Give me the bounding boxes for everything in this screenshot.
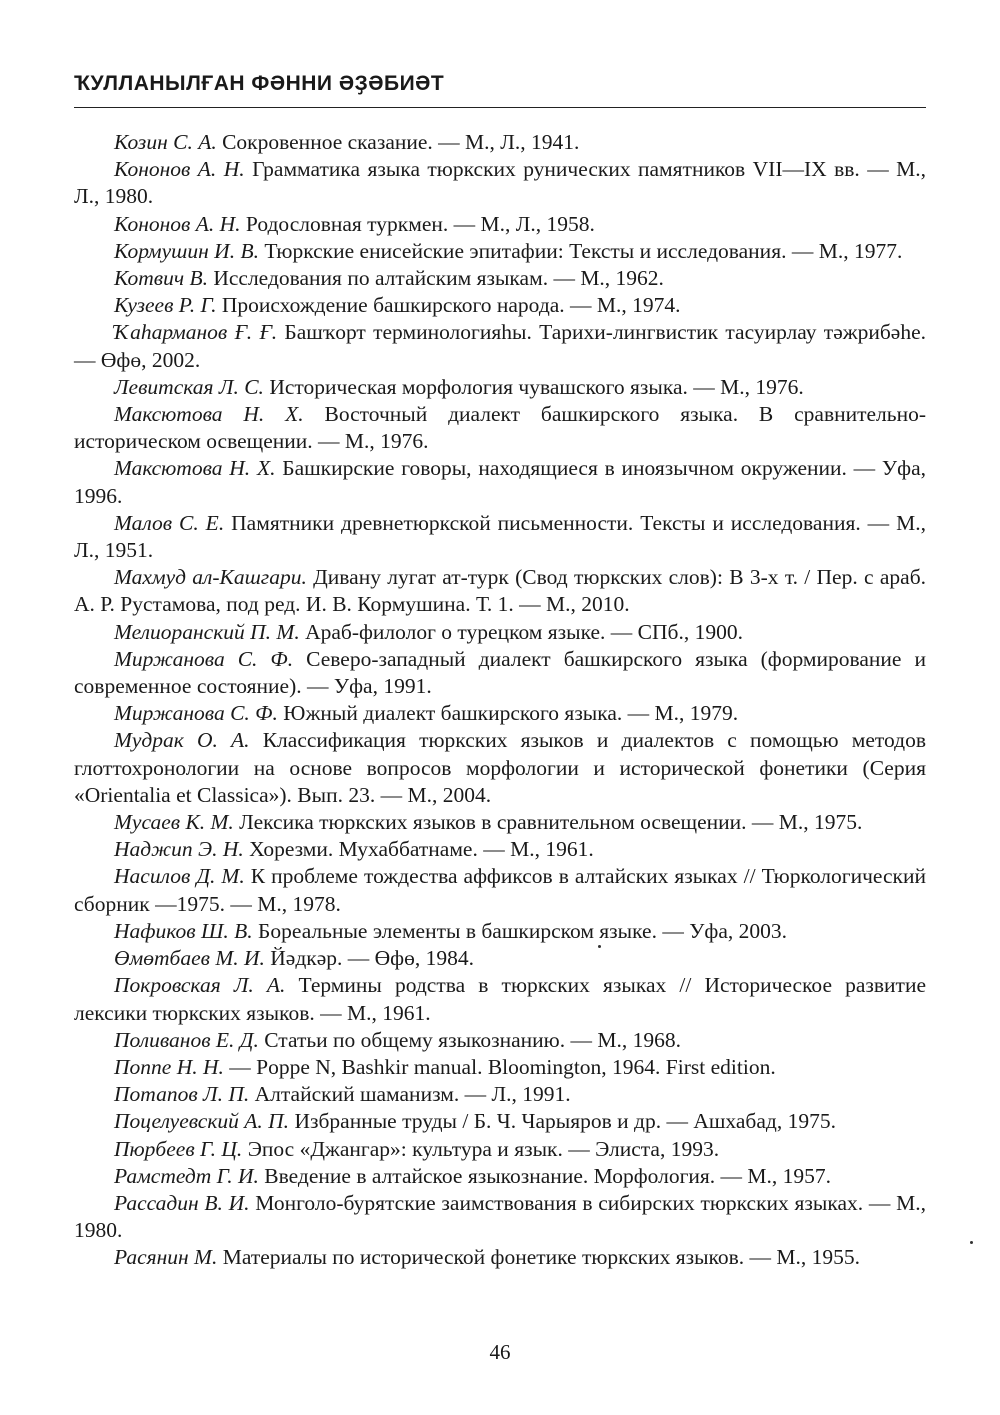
- entry-author: Кормушин И. В.: [114, 238, 259, 263]
- bibliography-entry: [74, 1244, 926, 1271]
- bibliography-entry: [74, 918, 926, 945]
- entry-text: Хорезми. Мухаббатнаме. — М., 1961.: [243, 837, 594, 862]
- entry-author: Пюрбеев Г. Ц.: [114, 1136, 243, 1161]
- bibliography-entry: [74, 1190, 926, 1244]
- entry-text: Введение в алтайское языкознание. Морфология. — М., 1957.: [258, 1163, 832, 1188]
- entry-author: Рассадин В. И.: [114, 1190, 250, 1215]
- entry-author: Миржанова С. Ф.: [114, 646, 294, 671]
- entry-text: Историческая морфология чувашского языка. — М., 1976.: [263, 374, 804, 399]
- scan-speck: [598, 945, 601, 948]
- entry-author: Кононов А. Н.: [114, 211, 241, 236]
- bibliography-entry: [74, 700, 926, 727]
- entry-author: Өмөтбаев М. И.: [114, 946, 265, 971]
- entry-author: Поппе Н. Н.: [114, 1054, 224, 1079]
- entry-text: — Poppe N, Bashkir manual. Bloomington, 1964. First edition.: [223, 1054, 776, 1079]
- entry-author: Наджип Э. Н.: [114, 837, 244, 862]
- entry-text: Термины родства в тюркских языках // Историческое развитие лексики тюркских языков. — М., 1961.: [74, 973, 926, 1025]
- entry-text: Памятники древнетюркской письменности. Тексты и исследования. — М., Л., 1951.: [74, 510, 926, 563]
- bibliography-entry: [74, 292, 926, 319]
- bibliography-entry: [74, 945, 926, 972]
- entry-text: К проблеме тождества аффиксов в алтайских языках // Тюркологический сборник —1975. — М., 1978.: [74, 864, 926, 916]
- entry-text: Северо-западный диалект башкирского языка (формирование и современное состояние). — Уфа, 1991.: [74, 646, 926, 699]
- page-number: 46: [489, 1340, 511, 1364]
- bibliography-entry: [74, 727, 926, 809]
- bibliography-entry: [74, 319, 926, 373]
- bibliography-entry: [74, 374, 926, 401]
- entry-text: Грамматика языка тюркских рунических памятников VII—IX вв. — М., Л., 1980.: [74, 157, 926, 209]
- bibliography-entry: [74, 1163, 926, 1190]
- entry-text: Классификация тюркских языков и диалектов с помощью методов глоттохронологии на основе вопросов морфологии и исторической фонетики (Серия «Orientalia et Classica»). Вып. 23. — М., 2004.: [74, 728, 927, 807]
- entry-text: Тюркские енисейские эпитафии: Тексты и исследования. — М., 1977.: [258, 238, 903, 263]
- entry-text: Родословная туркмен. — М., Л., 1958.: [240, 211, 595, 236]
- entry-author: Поцелуевский А. П.: [114, 1109, 290, 1134]
- bibliography-entry: [74, 1054, 926, 1081]
- bibliography-list: [74, 129, 926, 1272]
- entry-author: Расянин М.: [114, 1245, 218, 1270]
- bibliography-entry: [74, 211, 926, 238]
- bibliography-entry: [74, 1081, 926, 1108]
- entry-author: Мусаев К. М.: [114, 810, 234, 835]
- bibliography-entry: [74, 401, 926, 455]
- bibliography-entry: [74, 863, 926, 917]
- bibliography-entry: [74, 1136, 926, 1163]
- entry-text: Исследования по алтайским языкам. — М., 1962.: [207, 266, 664, 291]
- entry-author: Поливанов Е. Д.: [114, 1027, 259, 1052]
- bibliography-entry: [74, 646, 926, 700]
- entry-text: Лексика тюркских языков в сравнительном освещении. — М., 1975.: [233, 810, 863, 835]
- entry-author: Кононов А. Н.: [114, 157, 245, 182]
- entry-text: Эпос «Джангар»: культура и язык. — Элиста, 1993.: [242, 1136, 720, 1161]
- entry-author: Покровская Л. А.: [114, 973, 286, 998]
- entry-author: Потапов Л. П.: [114, 1082, 250, 1107]
- entry-author: Максютова Н. Х.: [114, 456, 276, 481]
- entry-author: Максютова Н. Х.: [114, 402, 304, 427]
- entry-author: Левитская Л. С.: [114, 374, 264, 399]
- entry-author: Ҡаһарманов Ғ. Ғ.: [114, 320, 278, 345]
- entry-text: Монголо-бурятские заимствования в сибирских тюркских языках. — М., 1980.: [74, 1190, 926, 1243]
- entry-text: Бореальные элементы в башкирском языке. — Уфа, 2003.: [252, 918, 788, 943]
- entry-author: Малов С. Е.: [114, 510, 225, 535]
- entry-text: Башҡорт терминологияһы. Тарихи-лингвистик тасуирлау тәжрибәһе. — Өфө, 2002.: [74, 320, 926, 372]
- bibliography-entry: [74, 156, 926, 210]
- entry-author: Кузеев Р. Г.: [114, 293, 217, 318]
- entry-author: Котвич В.: [114, 266, 208, 291]
- bibliography-entry: [74, 129, 926, 156]
- bibliography-entry: [74, 564, 926, 618]
- entry-text: Башкирские говоры, находящиеся в иноязычном окружении. — Уфа, 1996.: [74, 456, 926, 508]
- bibliography-entry: [74, 238, 926, 265]
- bibliography-entry: [74, 510, 926, 564]
- entry-author: Нафиков Ш. В.: [114, 918, 253, 943]
- entry-author: Миржанова С. Ф.: [114, 701, 278, 726]
- entry-author: Мелиоранский П. М.: [114, 619, 300, 644]
- bibliography-entry: [74, 1108, 926, 1135]
- bibliography-entry: [74, 809, 926, 836]
- entry-text: Дивану лугат ат-турк (Свод тюркских слов): В 3-х т. / Пер. с араб. А. Р. Рустамова, под ред. И. В. Кормушина. Т. 1. — М., 2010.: [74, 565, 927, 617]
- entry-text: Происхождение башкирского народа. — М., 1974.: [216, 293, 681, 318]
- bibliography-entry: [74, 972, 926, 1026]
- entry-text: Восточный диалект башкирского языка. В сравнительно-историческом освещении. — М., 1976.: [74, 402, 926, 454]
- entry-text: Алтайский шаманизм. — Л., 1991.: [249, 1082, 571, 1107]
- entry-author: Козин С. А.: [114, 130, 217, 154]
- entry-text: Сокровенное сказание. — М., Л., 1941.: [216, 130, 580, 154]
- bibliography-entry: [74, 455, 926, 509]
- entry-text: Статьи по общему языкознанию. — М., 1968.: [258, 1027, 681, 1052]
- entry-text: Материалы по исторической фонетике тюркских языков. — М., 1955.: [217, 1245, 861, 1270]
- entry-text: Избранные труды / Б. Ч. Чарыяров и др. — Ашхабад, 1975.: [289, 1109, 836, 1134]
- entry-text: Араб-филолог о турецком языке. — СПб., 1900.: [299, 619, 743, 644]
- entry-author: Мудрак О. А.: [114, 728, 250, 753]
- bibliography-entry: [74, 836, 926, 863]
- bibliography-entry: [74, 619, 926, 646]
- bibliography-entry: [74, 1027, 926, 1054]
- entry-author: Насилов Д. М.: [114, 864, 245, 889]
- entry-text: Йәдкәр. — Өфө, 1984.: [264, 946, 474, 971]
- section-heading: ҠУЛЛАНЫЛҒАН ФӘННИ ӘҘӘБИӘТ: [74, 72, 445, 95]
- scan-speck: [970, 1241, 973, 1244]
- entry-author: Махмуд ал-Кашгари.: [114, 565, 307, 590]
- entry-author: Рамстедт Г. И.: [114, 1163, 259, 1188]
- bibliography-entry: [74, 265, 926, 292]
- entry-text: Южный диалект башкирского языка. — М., 1979.: [277, 701, 739, 726]
- heading-divider: [74, 107, 926, 108]
